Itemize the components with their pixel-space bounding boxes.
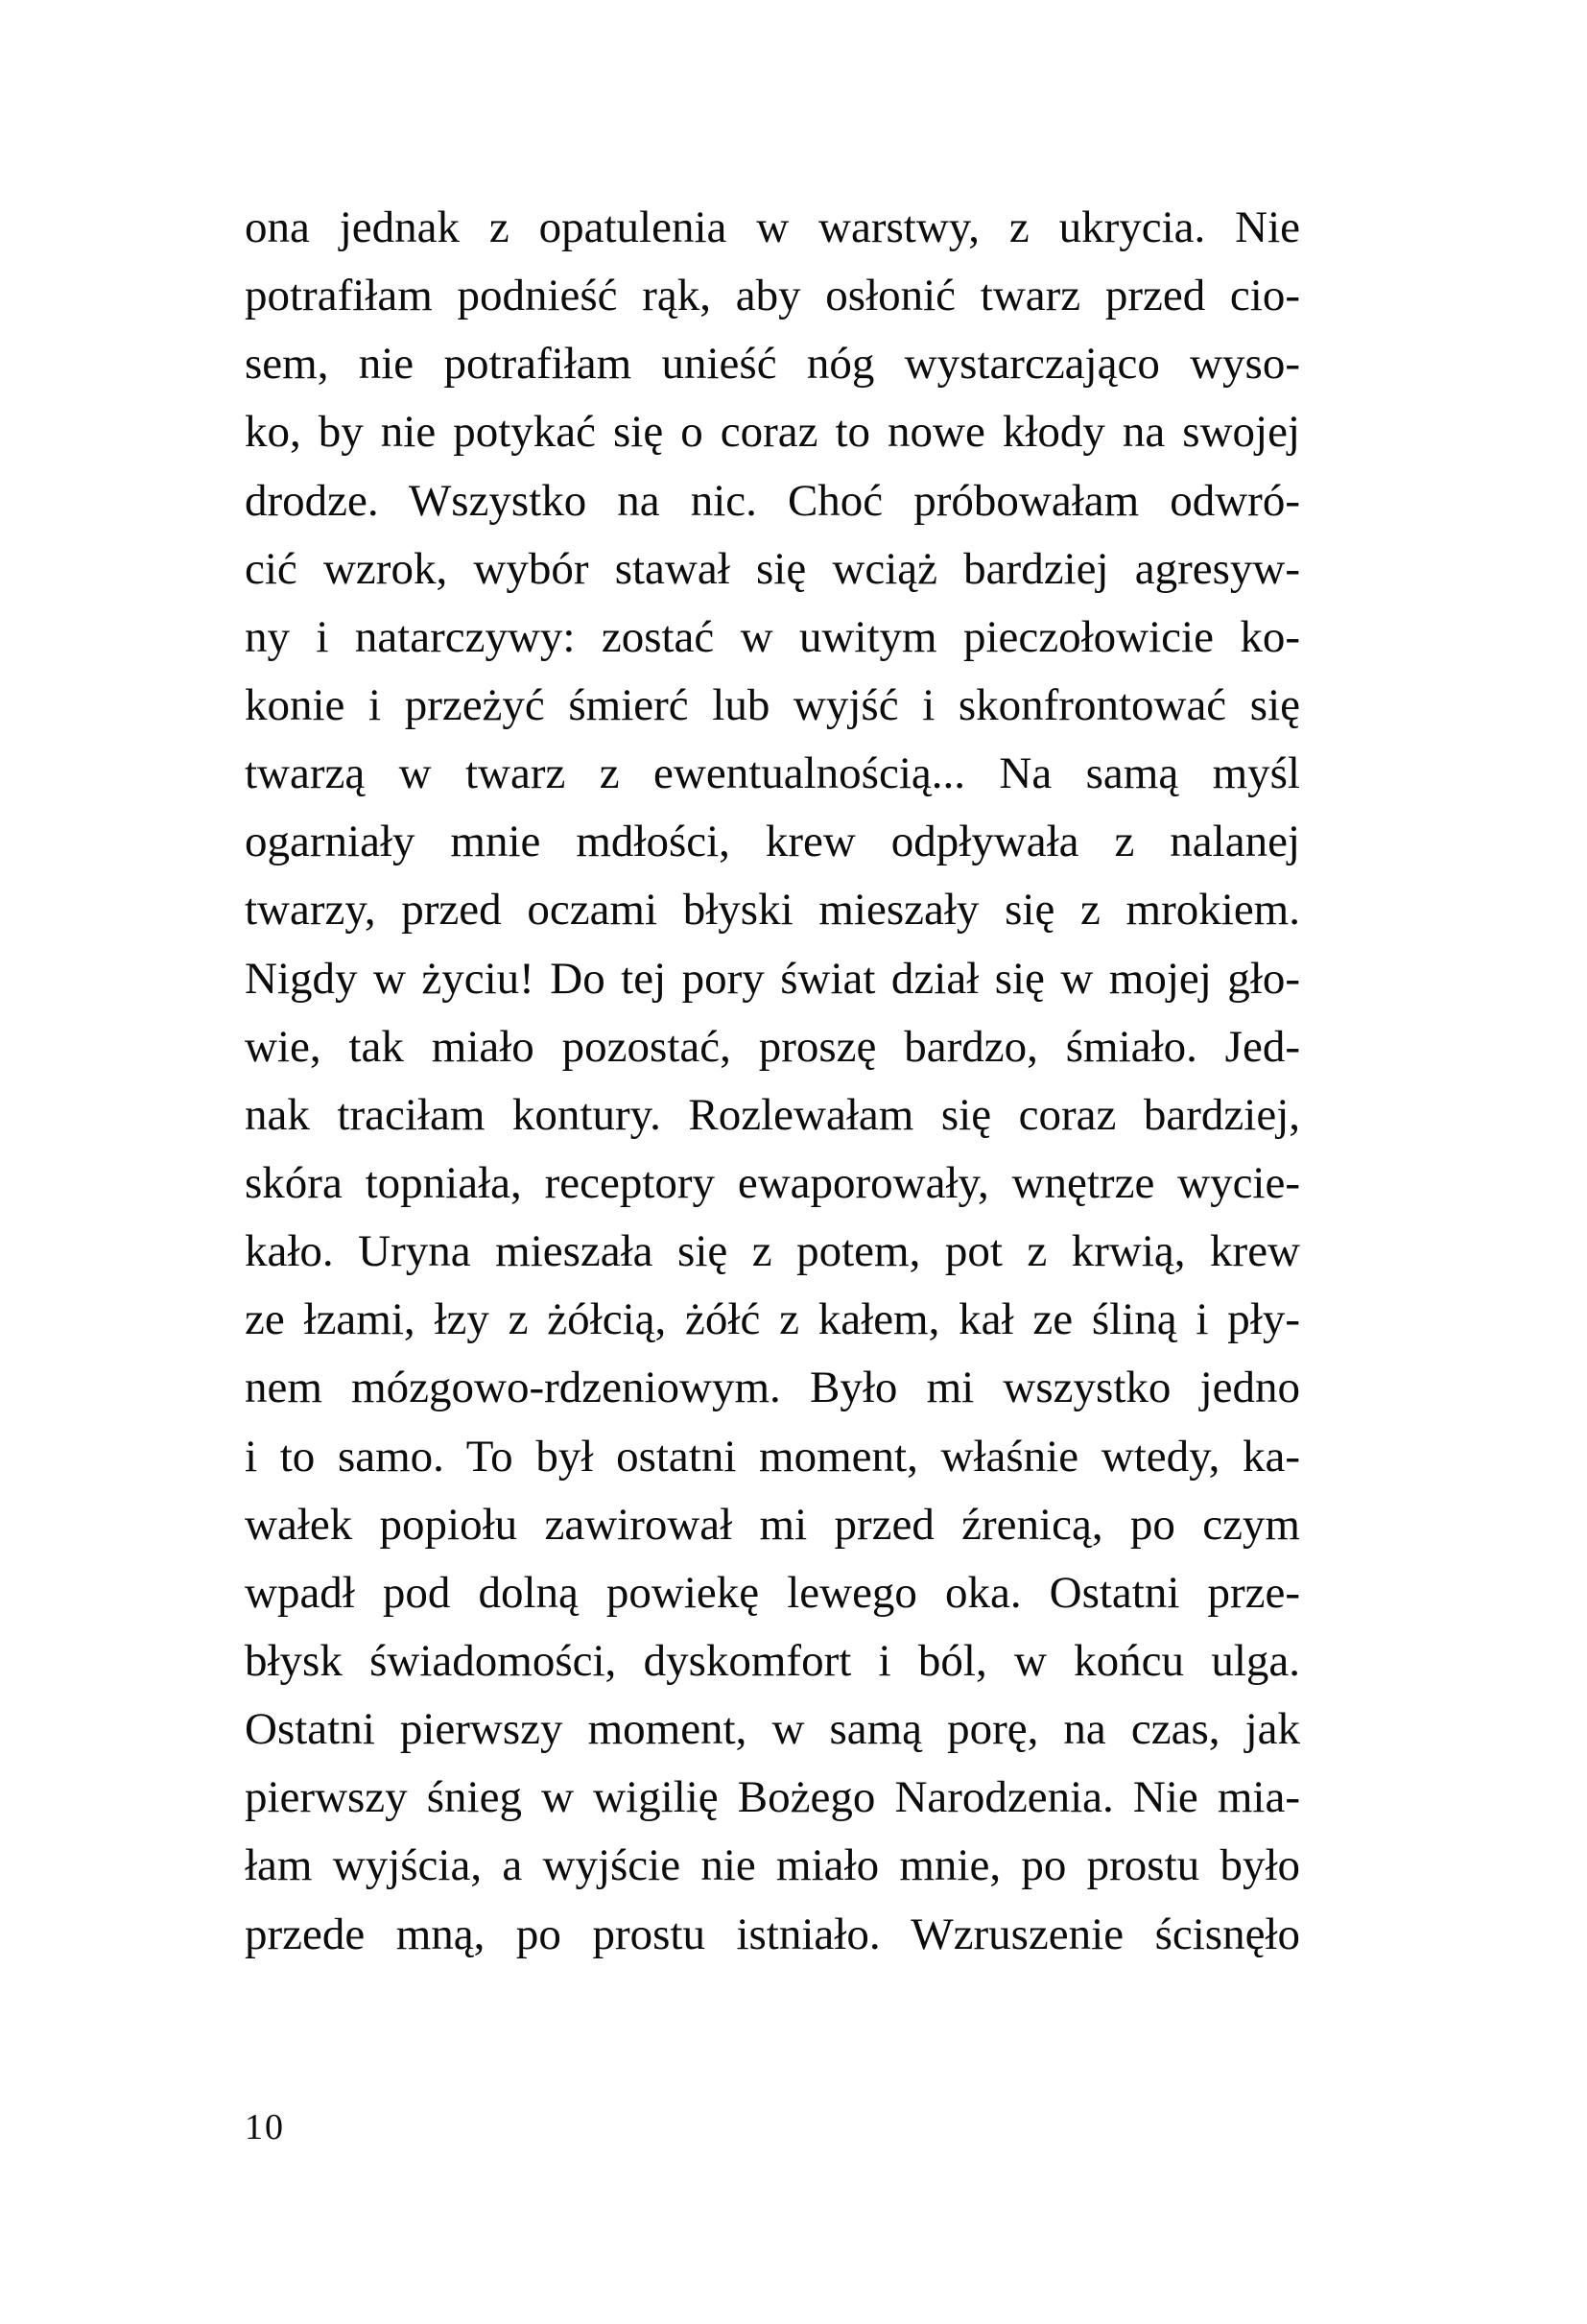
text-line: wpadł pod dolną powiekę lewego oka. Ostatni prze- [245, 1567, 1300, 1618]
text-line: kało. Uryna mieszała się z potem, pot z krwią, krew [245, 1226, 1300, 1277]
text-line: ona jednak z opatulenia w warstwy, z ukrycia. Nie [245, 202, 1300, 252]
text-line: nem mózgowo-rdzeniowym. Było mi wszystko jedno [245, 1363, 1300, 1413]
text-line: wie, tak miało pozostać, proszę bardzo, śmiało. Jed- [245, 1021, 1300, 1072]
text-line: nak traciłam kontury. Rozlewałam się coraz bardziej, [245, 1089, 1300, 1140]
text-line: twarzą w twarz z ewentualnością... Na samą myśl [245, 748, 1300, 799]
text-line: drodze. Wszystko na nic. Choć próbowałam odwró- [245, 475, 1300, 526]
text-line: ogarniały mnie mdłości, krew odpływała z nalanej [245, 817, 1300, 867]
text-line: ze łzami, łzy z żółcią, żółć z kałem, kał ze śliną i pły- [245, 1294, 1300, 1345]
text-line: cić wzrok, wybór stawał się wciąż bardziej agresyw- [245, 543, 1300, 594]
text-line: Ostatni pierwszy moment, w samą porę, na czas, jak [245, 1704, 1300, 1755]
text-line: przede mną, po prostu istniało. Wzruszenie ścisnęło [245, 1909, 1300, 1959]
text-line: konie i przeżyć śmierć lub wyjść i skonfrontować się [245, 679, 1300, 730]
text-line: skóra topniała, receptory ewaporowały, wnętrze wycie- [245, 1157, 1300, 1208]
text-line: błysk świadomości, dyskomfort i ból, w końcu ulga. [245, 1635, 1300, 1686]
text-line: pierwszy śnieg w wigilię Bożego Narodzenia. Nie mia- [245, 1772, 1300, 1823]
text-line: ny i natarczywy: zostać w uwitym pieczołowicie ko- [245, 611, 1300, 662]
text-line: i to samo. To był ostatni moment, właśnie wtedy, ka- [245, 1431, 1300, 1482]
text-line: ko, by nie potykać się o coraz to nowe kłody na swojej [245, 407, 1300, 458]
body-text [245, 194, 1300, 1969]
text-line: potrafiłam podnieść rąk, aby osłonić twarz przed cio- [245, 271, 1300, 321]
text-line: Nigdy w życiu! Do tej pory świat dział się w mojej gło- [245, 953, 1300, 1004]
page-number: 10 [245, 2107, 285, 2147]
text-line: sem, nie potrafiłam unieść nóg wystarczająco wyso- [245, 339, 1300, 390]
text-line: wałek popiołu zawirował mi przed źrenicą, po czym [245, 1499, 1300, 1550]
text-line: twarzy, przed oczami błyski mieszały się z mrokiem. [245, 885, 1300, 936]
text-line: łam wyjścia, a wyjście nie miało mnie, po prostu było [245, 1840, 1300, 1891]
